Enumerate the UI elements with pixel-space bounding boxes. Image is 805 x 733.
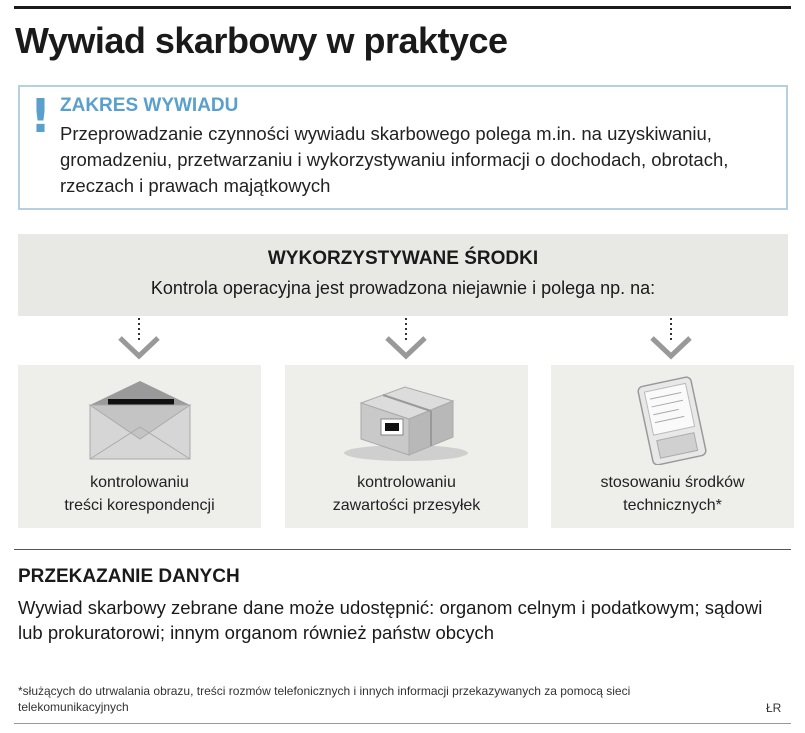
envelope-icon: [18, 373, 261, 465]
means-header: [18, 234, 788, 316]
data-transfer-title: PRZEKAZANIE DANYCH: [18, 566, 240, 587]
bottom-rule: [14, 723, 791, 724]
scope-box: [18, 85, 788, 210]
card-correspondence: [18, 365, 261, 528]
card-label: [18, 471, 261, 517]
scope-title: ZAKRES WYWIADU: [60, 95, 239, 116]
card-label-line2: zawartości przesyłek: [332, 497, 481, 514]
card-label-line1: kontrolowaniu: [90, 474, 189, 491]
device-icon: [551, 373, 794, 465]
card-label: [285, 471, 528, 517]
arrow-down-icon: [114, 318, 164, 360]
card-technical-means: [551, 365, 794, 528]
card-parcels: [285, 365, 528, 528]
top-rule: [14, 6, 791, 9]
means-subtitle: Kontrola operacyjna jest prowadzona niejawnie i polega np. na:: [150, 278, 656, 298]
card-label: [551, 471, 794, 517]
author-initials: ŁR: [766, 701, 782, 715]
card-label-line1: kontrolowaniu: [357, 474, 456, 491]
data-transfer-text: Wywiad skarbowy zebrane dane może udostępnić: organom celnym i podatkowym; sądowi lub prokuratorowi; innym organom również państw obcych: [18, 597, 763, 643]
parcel-icon: [285, 373, 528, 465]
arrow-down-icon: [646, 318, 696, 360]
footnote: *służących do utrwalania obrazu, treści rozmów telefonicznych i innych informacji przekazywanych za pomocą sieci telekomunikacyjnych: [18, 684, 631, 714]
card-label-line2: technicznych*: [623, 497, 722, 514]
section-divider: [14, 549, 791, 550]
exclamation-icon: !: [30, 89, 51, 143]
means-title: WYKORZYSTYWANE ŚRODKI: [267, 248, 539, 269]
card-label-line1: stosowaniu środków: [600, 474, 745, 491]
arrow-down-icon: [381, 318, 431, 360]
scope-text: Przeprowadzanie czynności wywiadu skarbowego polega m.in. na uzyskiwaniu, gromadzeniu, przetwarzaniu i wykorzystywaniu informacji o dochodach, obrotach, rzeczach i prawach majątkowych: [60, 123, 729, 196]
page-title: Wywiad skarbowy w praktyce: [15, 20, 508, 61]
card-label-line2: treści korespondencji: [64, 497, 215, 514]
